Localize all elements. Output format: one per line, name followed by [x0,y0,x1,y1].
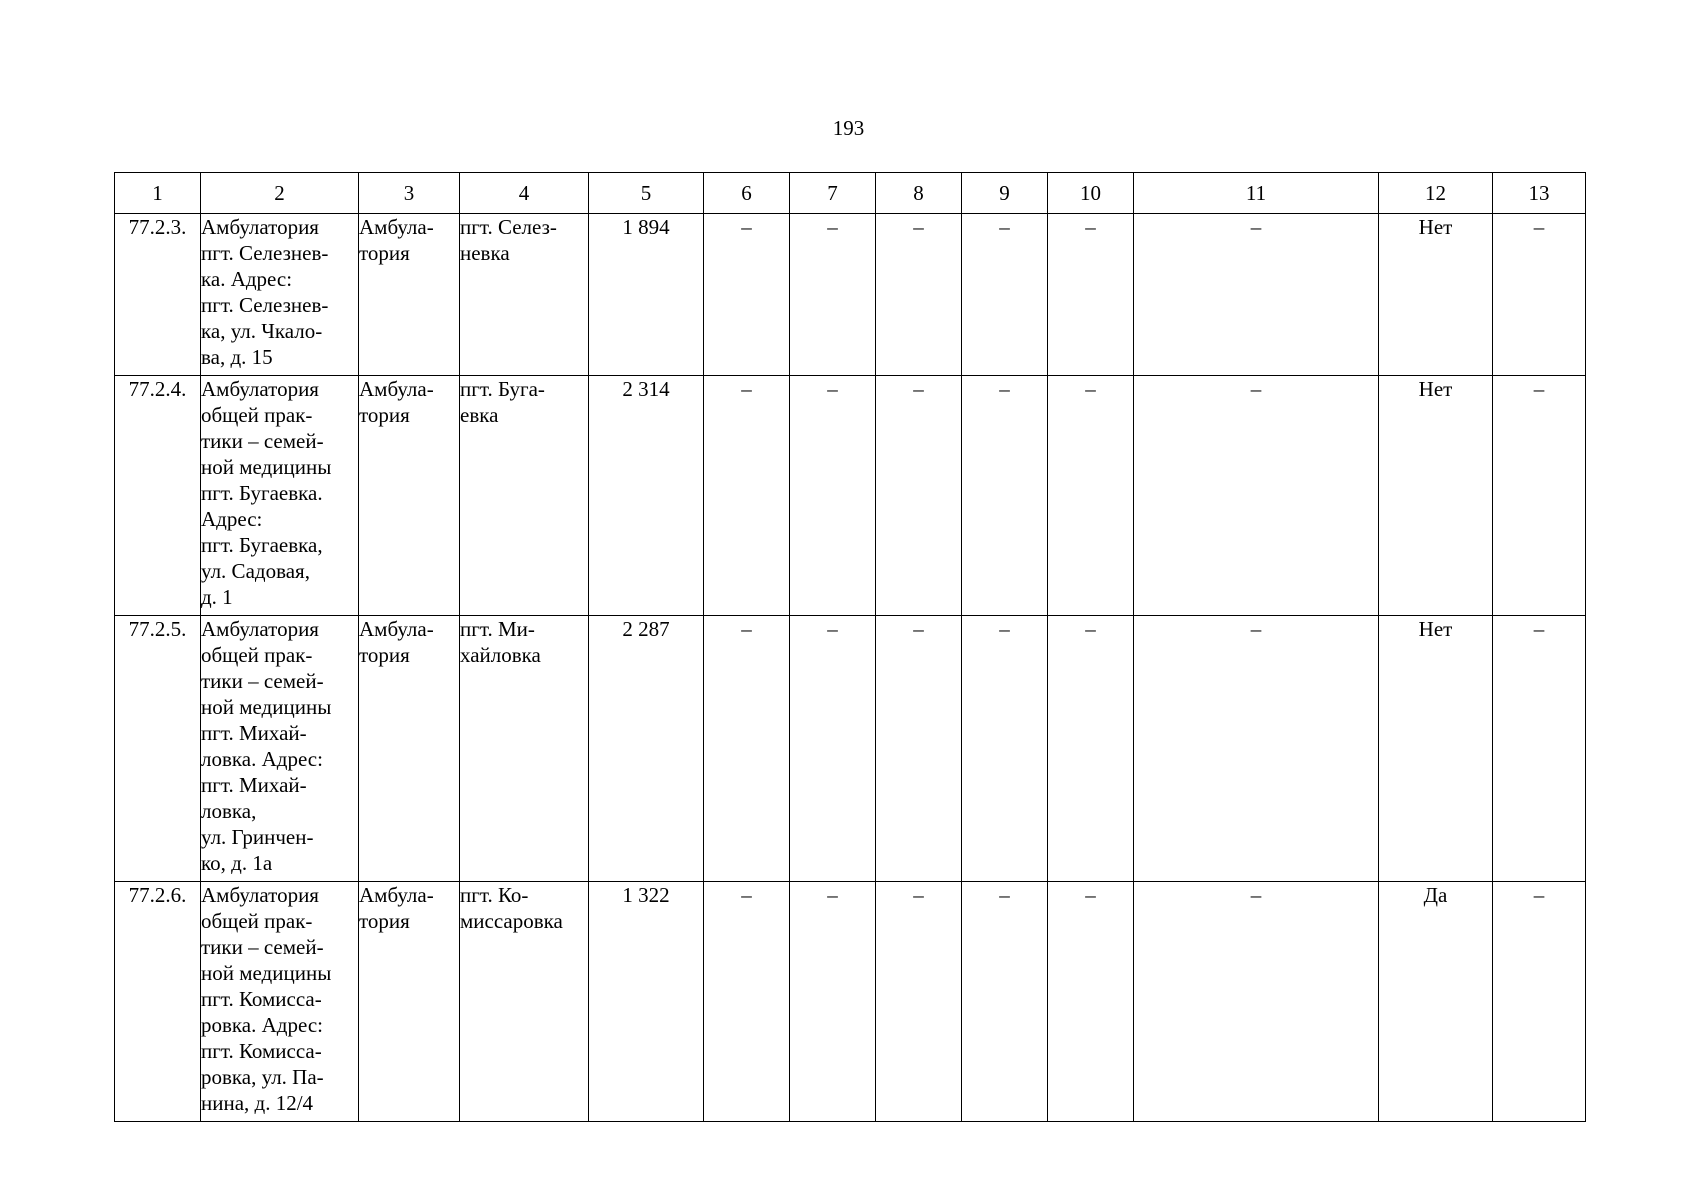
dash-cell: – [962,616,1048,882]
facility-name-cell [201,214,359,376]
facility-type-line: Амбула- [359,617,434,641]
dash-cell: – [1048,376,1134,616]
population-cell: 2 314 [589,376,704,616]
facility-type-line: тория [359,241,410,265]
column-header: 8 [876,173,962,214]
facility-name-cell [201,376,359,616]
facility-type-line: тория [359,643,410,667]
dash-cell: – [1493,616,1586,882]
facility-name-line: тики – семей- [201,429,324,453]
facility-name-line: общей прак- [201,643,313,667]
column-header: 4 [460,173,589,214]
column-header: 10 [1048,173,1134,214]
facility-name-line: ва, д. 15 [201,345,273,369]
dash-cell: – [1048,616,1134,882]
facility-name-line: тики – семей- [201,935,324,959]
table-row [115,376,1586,616]
facility-name-line: ровка. Адрес: [201,1013,323,1037]
population-cell: 2 287 [589,616,704,882]
dash-cell: – [1134,214,1379,376]
page-number: 193 [832,116,865,140]
dash-cell: – [1048,214,1134,376]
facility-name-line: пгт. Бугаевка, [201,533,323,557]
settlement-line: пгт. Ми- [460,617,535,641]
table-row [115,214,1586,376]
facility-name-line: ко, д. 1а [201,851,273,875]
dash-cell: – [876,616,962,882]
dash-cell: – [704,376,790,616]
column-header: 5 [589,173,704,214]
dash-cell: – [790,616,876,882]
table-row [115,882,1586,1122]
column-number-header-row [115,173,1586,214]
dash-cell: – [876,882,962,1122]
column-header: 6 [704,173,790,214]
row-number-cell: 77.2.5. [115,616,201,882]
settlement-cell [460,214,589,376]
facility-name-line: пгт. Михай- [201,773,307,797]
facility-name-line: ул. Гринчен- [201,825,314,849]
facility-name-line: пгт. Комисса- [201,987,322,1011]
dash-cell: – [1134,882,1379,1122]
facility-name-line: ной медицины [201,455,332,479]
facility-name-line: ровка, ул. Па- [201,1065,324,1089]
yes-no-cell: Нет [1379,214,1493,376]
facility-name-line: ка, ул. Чкало- [201,319,323,343]
dash-cell: – [704,616,790,882]
column-header: 2 [201,173,359,214]
column-header: 9 [962,173,1048,214]
facility-name-line: общей прак- [201,403,313,427]
settlement-line: хайловка [460,643,541,667]
settlement-line: пгт. Буга- [460,377,545,401]
facility-name-line: пгт. Селезнев- [201,293,329,317]
dash-cell: – [962,376,1048,616]
column-header: 1 [115,173,201,214]
facility-type-line: тория [359,909,410,933]
dash-cell: – [790,376,876,616]
dash-cell: – [1134,376,1379,616]
settlement-line: невка [460,241,510,265]
facility-name-line: пгт. Бугаевка. [201,481,323,505]
dash-cell: – [962,882,1048,1122]
facility-name-line: общей прак- [201,909,313,933]
facility-name-cell [201,616,359,882]
table-row [115,616,1586,882]
facility-type-line: Амбула- [359,883,434,907]
column-header: 3 [359,173,460,214]
facility-name-line: Амбулатория [201,617,319,641]
facility-type-cell [359,214,460,376]
population-cell: 1 322 [589,882,704,1122]
facility-type-cell [359,882,460,1122]
population-cell: 1 894 [589,214,704,376]
facility-type-cell [359,616,460,882]
yes-no-cell: Нет [1379,616,1493,882]
facility-name-line: ной медицины [201,695,332,719]
dash-cell: – [1048,882,1134,1122]
row-number-cell: 77.2.6. [115,882,201,1122]
facility-name-line: ной медицины [201,961,332,985]
dash-cell: – [1493,376,1586,616]
dash-cell: – [790,882,876,1122]
settlement-line: миссаровка [460,909,563,933]
facility-name-line: Амбулатория [201,883,319,907]
facility-name-cell [201,882,359,1122]
facility-name-line: пгт. Комисса- [201,1039,322,1063]
dash-cell: – [704,214,790,376]
facility-name-line: пгт. Михай- [201,721,307,745]
settlement-cell [460,616,589,882]
facility-name-line: ловка. Адрес: [201,747,323,771]
facility-type-line: тория [359,403,410,427]
column-header: 11 [1134,173,1379,214]
dash-cell: – [962,214,1048,376]
settlement-line: евка [460,403,499,427]
dash-cell: – [876,376,962,616]
settlement-line: пгт. Ко- [460,883,529,907]
yes-no-cell: Да [1379,882,1493,1122]
dash-cell: – [1493,214,1586,376]
dash-cell: – [876,214,962,376]
yes-no-cell: Нет [1379,376,1493,616]
facility-name-line: д. 1 [201,585,233,609]
dash-cell: – [704,882,790,1122]
column-header: 7 [790,173,876,214]
settlement-cell [460,376,589,616]
facility-type-cell [359,376,460,616]
settlement-cell [460,882,589,1122]
settlement-line: пгт. Селез- [460,215,557,239]
facilities-table [114,172,1586,1122]
facility-name-line: ул. Садовая, [201,559,310,583]
column-header: 13 [1493,173,1586,214]
facility-name-line: тики – семей- [201,669,324,693]
facility-type-line: Амбула- [359,215,434,239]
facility-name-line: Амбулатория [201,215,319,239]
facility-name-line: пгт. Селезнев- [201,241,329,265]
dash-cell: – [1493,882,1586,1122]
dash-cell: – [1134,616,1379,882]
facility-name-line: Амбулатория [201,377,319,401]
column-header: 12 [1379,173,1493,214]
row-number-cell: 77.2.3. [115,214,201,376]
facility-name-line: ловка, [201,799,257,823]
row-number-cell: 77.2.4. [115,376,201,616]
facility-name-line: Адрес: [201,507,263,531]
dash-cell: – [790,214,876,376]
facility-name-line: нина, д. 12/4 [201,1091,314,1115]
facility-type-line: Амбула- [359,377,434,401]
facility-name-line: ка. Адрес: [201,267,293,291]
